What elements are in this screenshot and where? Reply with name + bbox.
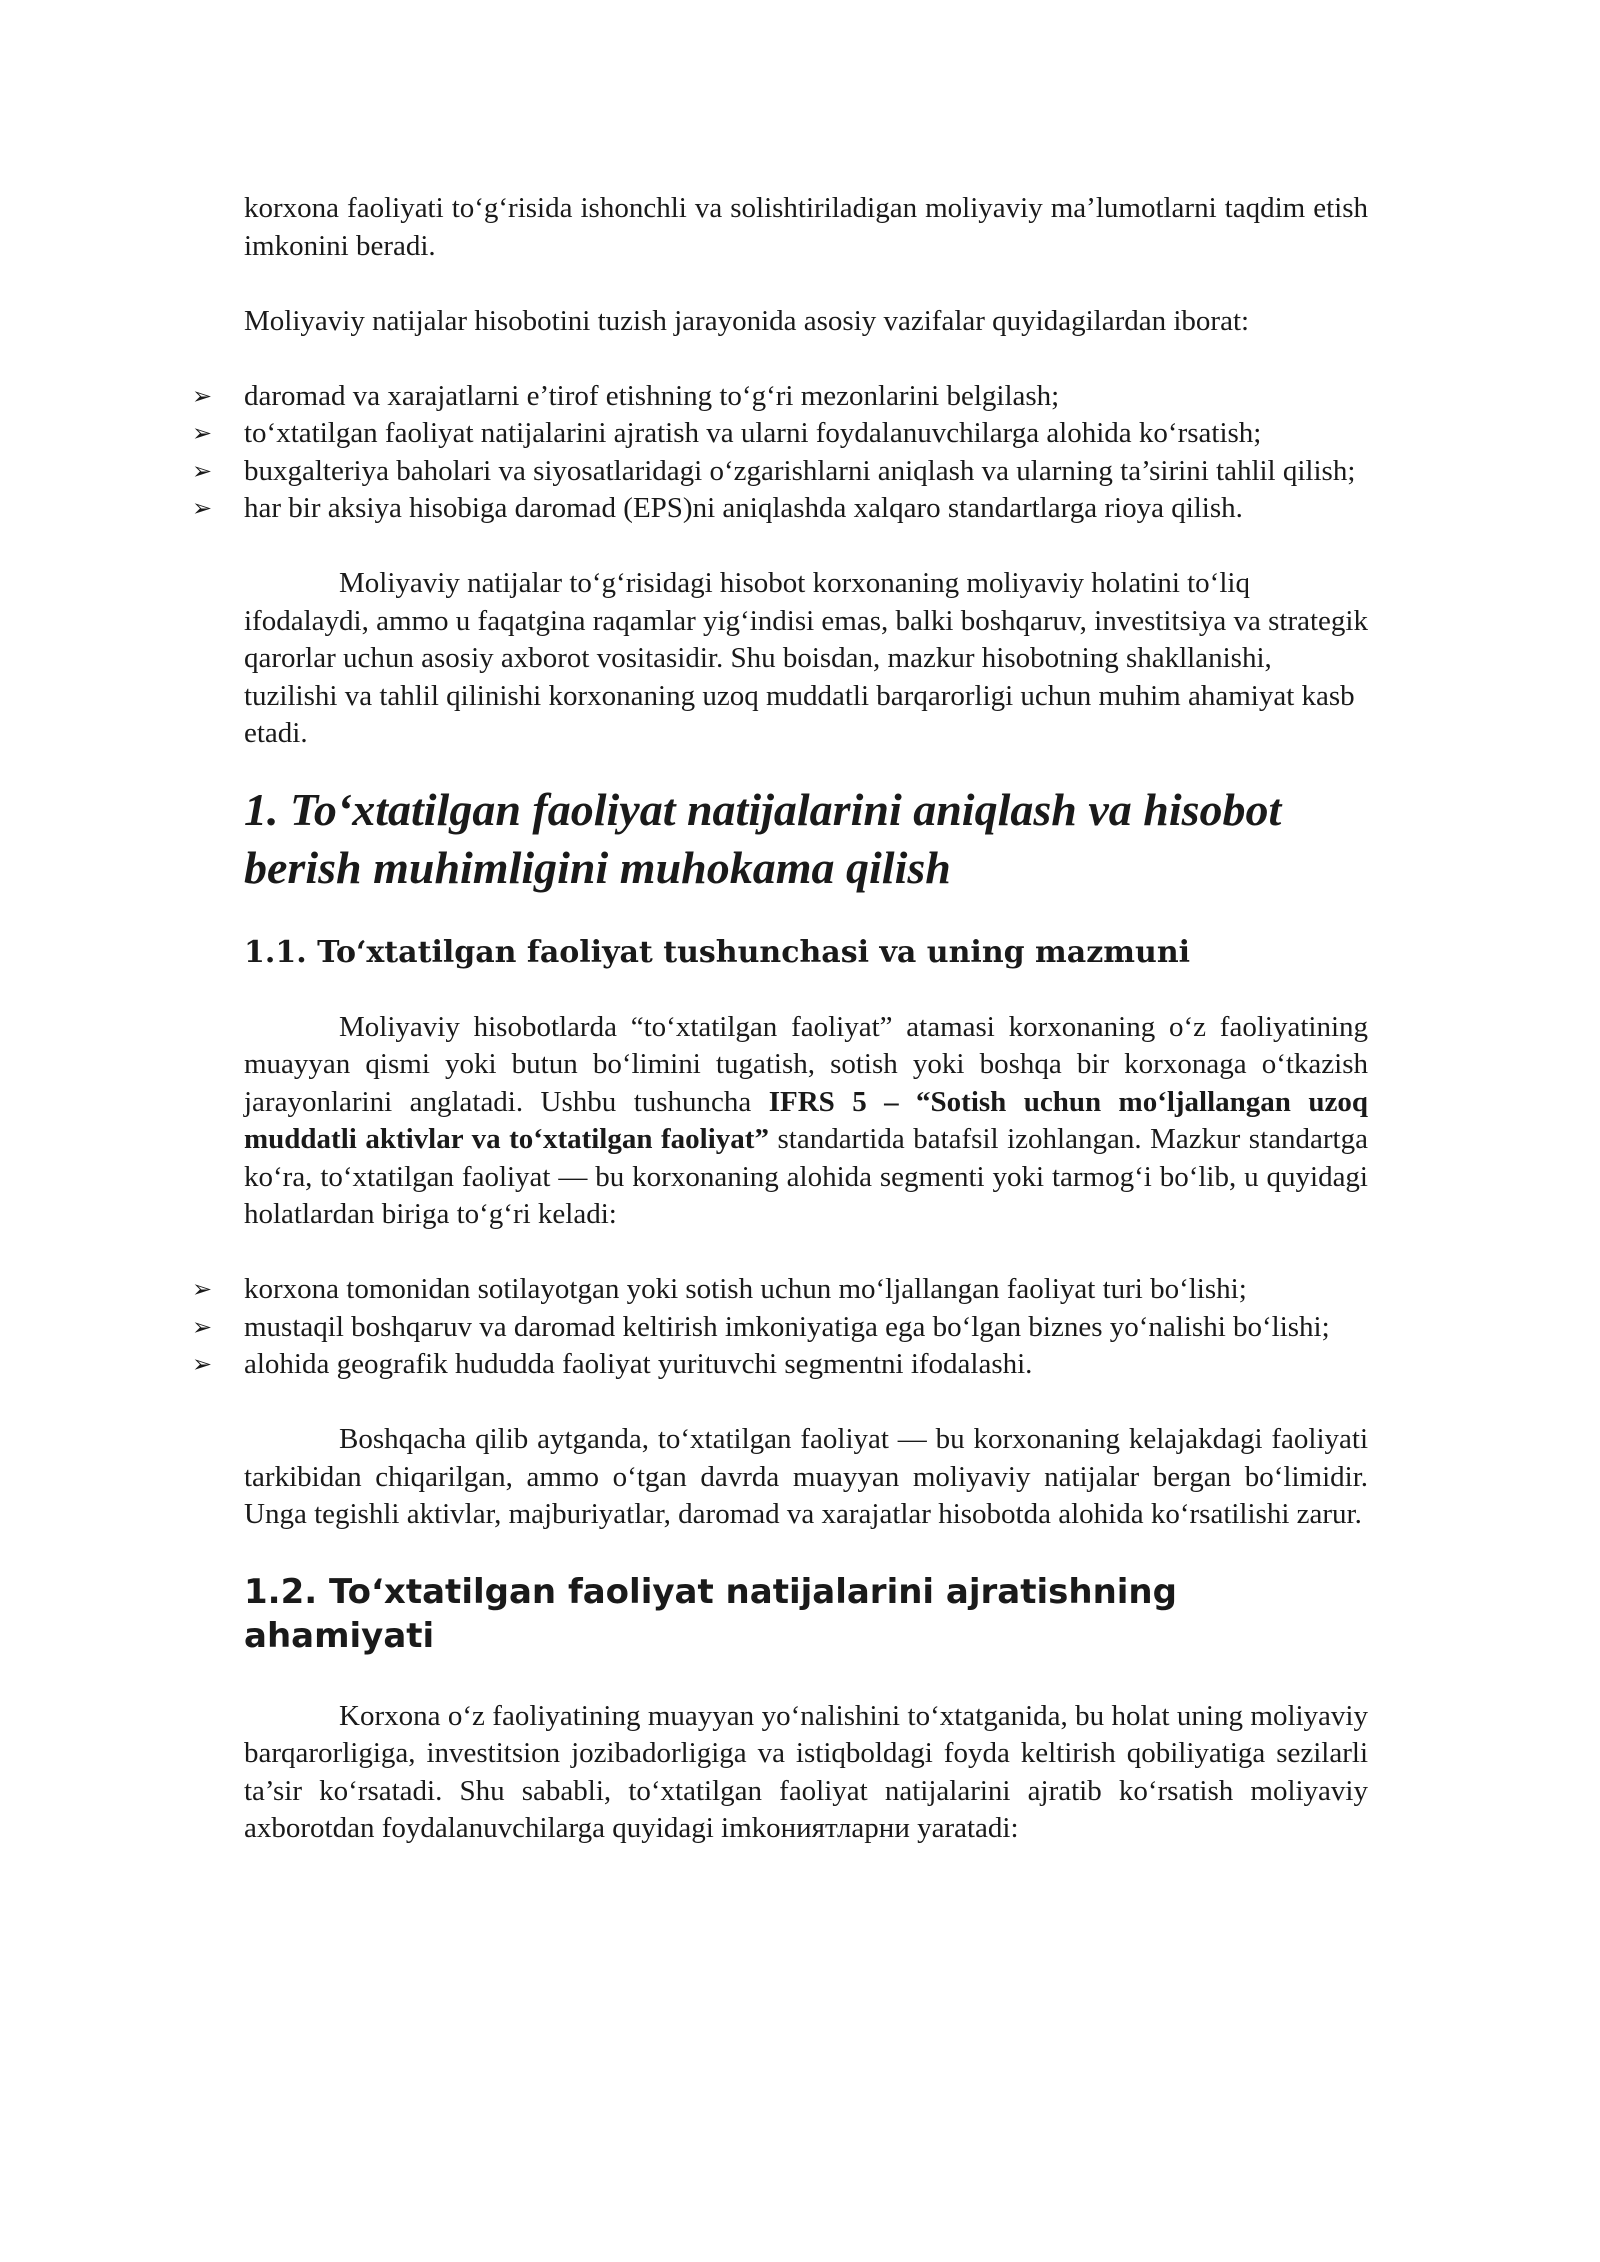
tasks-list xyxy=(192,378,1368,528)
list-item-text: to‘xtatilgan faoliyat natijalarini ajratish va ularni foydalanuvchilarga alohida ko‘rsatish; xyxy=(244,417,1262,449)
section-1-1-heading: 1.1. To‘xtatilgan faoliyat tushunchasi va uning mazmuni xyxy=(244,934,1191,970)
arrow-bullet-icon: ➢ xyxy=(192,419,213,447)
tasks-lead-paragraph: Moliyaviy natijalar hisobotini tuzish jarayonida asosiy vazifalar quyidagilardan iborat: xyxy=(244,304,1250,337)
list-item-text: korxona tomonidan sotilayotgan yoki sotish uchun mo‘ljallangan faoliyat turi bo‘lishi; xyxy=(244,1273,1247,1305)
list-item xyxy=(192,378,1368,416)
list-item xyxy=(192,1309,1368,1347)
list-item xyxy=(192,490,1368,528)
list-item-text: daromad va xarajatlarni e’tirof etishning to‘g‘ri mezonlarini belgilash; xyxy=(244,379,1060,412)
arrow-bullet-icon: ➢ xyxy=(192,1312,213,1341)
ifrs5-standard-title: IFRS 5 – “Sotish uchun mo‘ljallangan uzoq muddatli aktivlar va to‘xtatilgan faoliyat” xyxy=(244,1085,1368,1155)
definition-text-part2: standartida batafsil izohlangan. Mazkur standartga ko‘ra, to‘xtatilgan faoliyat — bu korxonaning alohida segmenti yoki tarmog‘i bo‘lib, u quyidagi holatlardan biriga to‘g‘ri keladi: xyxy=(244,1123,1368,1230)
list-item-text: buxgalteriya baholari va siyosatlaridagi o‘zgarishlarni aniqlash va ularning ta’sirini tahlil qilish; xyxy=(244,454,1356,487)
list-item-text: alohida geografik hududda faoliyat yurituvchi segmentni ifodalashi. xyxy=(244,1348,1033,1380)
list-item xyxy=(192,1346,1368,1384)
arrow-bullet-icon: ➢ xyxy=(192,1350,213,1378)
conditions-list xyxy=(192,1271,1368,1384)
arrow-bullet-icon: ➢ xyxy=(192,494,213,522)
arrow-bullet-icon: ➢ xyxy=(192,381,213,410)
section-1-2-heading: 1.2. To‘xtatilgan faoliyat natijalarini ajratishning ahamiyati xyxy=(244,1571,1177,1656)
intro-continuation-paragraph: korxona faoliyati to‘g‘risida ishonchli va solishtiriladigan moliyaviy ma’lumotlarni taqdim etish imkonini beradi. xyxy=(244,192,1368,262)
arrow-bullet-icon: ➢ xyxy=(192,456,213,485)
section-1-heading: 1. To‘xtatilgan faoliyat natijalarini aniqlash va hisobot berish muhimligini muhokama qilish xyxy=(244,783,1282,893)
conclusion-paragraph: Boshqacha qilib aytganda, to‘xtatilgan faoliyat — bu korxonaning kelajakdagi faoliyati tarkibidan chiqarilgan, ammo o‘tgan davrda muayyan moliyaviy natijalar bergan bo‘limidir. Unga tegishli aktivlar, majburiyatlar, daromad va xarajatlar hisobotda alohida ko‘rsatilishi zarur. xyxy=(244,1423,1368,1530)
definition-text-part1: Moliyaviy hisobotlarda “to‘xtatilgan faoliyat” atamasi korxonaning o‘z faoliyatining muayyan qismi yoki butun bo‘limini tugatish, sotish yoki boshqa bir korxonaga o‘tkazish jarayonlarini anglatadi. Ushbu tushuncha xyxy=(244,1010,1368,1118)
list-item xyxy=(192,453,1368,491)
list-item xyxy=(192,1271,1368,1309)
list-item xyxy=(192,415,1368,453)
list-item-text: mustaqil boshqaruv va daromad keltirish imkoniyatiga ega bo‘lgan biznes yo‘nalishi bo‘lishi; xyxy=(244,1310,1330,1343)
document-page xyxy=(192,190,1368,1848)
definition-paragraph xyxy=(244,1009,1368,1234)
importance-paragraph: Korxona o‘z faoliyatining muayyan yo‘nalishini to‘xtatganida, bu holat uning moliyaviy barqarorligiga, investitsion jozibadorligiga va istiqboldagi foyda keltirish qobiliyatiga sezilarli ta’sir ko‘rsatadi. Shu sababli, to‘xtatilgan faoliyat natijalarini ajratib ko‘rsatish moliyaviy axborotdan foydalanuvchilarga quyidagi imkониятларни yaratadi: xyxy=(244,1699,1368,1844)
summary-paragraph: Moliyaviy natijalar to‘g‘risidagi hisobot korxonaning moliyaviy holatini to‘liq ifodalaydi, ammo u faqatgina raqamlar yig‘indisi emas, balki boshqaruv, investitsiya va strategik qarorlar uchun asosiy axborot vositasidir. Shu boisdan, mazkur hisobotning shakllanishi, tuzilishi va tahlil qilinishi korxonaning uzoq muddatli barqarorligi uchun muhim ahamiyat kasb etadi. xyxy=(244,567,1368,749)
list-item-text: har bir aksiya hisobiga daromad (EPS)ni aniqlashda xalqaro standartlarga rioya qilish. xyxy=(244,492,1243,524)
arrow-bullet-icon: ➢ xyxy=(192,1275,213,1303)
